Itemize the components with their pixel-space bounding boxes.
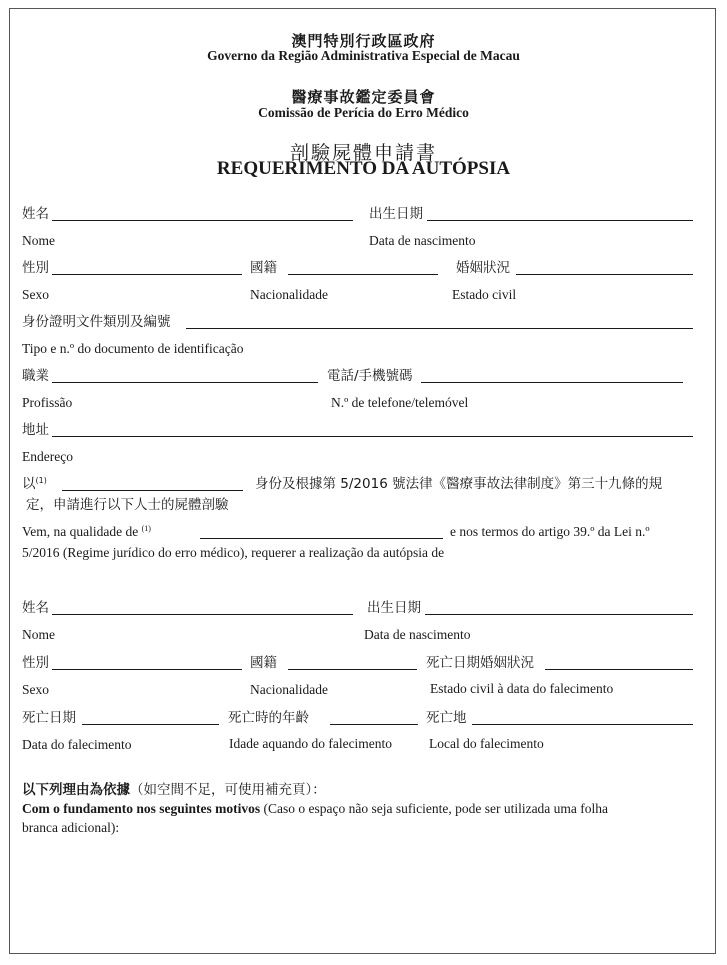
applicant-nationality-label-pt: Nacionalidade <box>250 287 328 302</box>
applicant-name-field[interactable] <box>52 220 353 221</box>
grounds-heading-pt: Com o fundamento nos seguintes motivos (Caso o espaço não seja suficiente, pode ser utilizada uma folha <box>22 801 609 816</box>
deceased-sex-label-zh: 性別 <box>22 655 49 671</box>
statement-zh-prefix: 以$^{(1)}$ <box>22 476 47 492</box>
footnote-marker: (1) <box>35 476 47 485</box>
applicant-dob-label-pt: Data de nascimento <box>369 233 476 248</box>
applicant-capacity-field-zh[interactable] <box>62 490 243 491</box>
applicant-dob-field[interactable] <box>427 220 693 221</box>
applicant-address-label-zh: 地址 <box>22 422 49 438</box>
applicant-address-label-pt: Endereço <box>22 449 73 464</box>
form-title-pt: REQUERIMENTO DA AUTÓPSIA <box>216 158 511 179</box>
grounds-heading-zh: 以下列理由為依據（如空間不足，可使用補充頁）： <box>22 782 326 798</box>
deceased-place-label-pt: Local do falecimento <box>429 736 544 751</box>
deceased-name-label-zh: 姓名 <box>22 600 49 616</box>
applicant-marital-label-zh: 婚姻狀況 <box>456 260 510 276</box>
footnote-marker: (1) <box>141 524 151 533</box>
deceased-nationality-field[interactable] <box>288 669 417 670</box>
applicant-phone-label-zh: 電話/手機號碼 <box>327 368 413 384</box>
deceased-age-label-pt: Idade aquando do falecimento <box>229 736 393 751</box>
applicant-phone-field[interactable] <box>421 382 683 383</box>
form-title-zh: 剖驗屍體申請書 <box>289 142 437 164</box>
statement-pt-line2: 5/2016 (Regime jurídico do erro médico), requerer a realização da autópsia de <box>22 545 445 560</box>
applicant-address-field[interactable] <box>52 436 693 437</box>
deceased-dob-label-pt: Data de nascimento <box>364 627 471 642</box>
grounds-heading-pt-line2: branca adicional): <box>22 820 120 835</box>
commission-name-pt: Comissão de Perícia do Erro Médico <box>258 105 469 120</box>
applicant-occupation-field[interactable] <box>52 382 318 383</box>
deceased-death-date-label-zh: 死亡日期 <box>22 710 76 726</box>
deceased-nationality-label-pt: Nacionalidade <box>250 682 328 697</box>
applicant-dob-label-zh: 出生日期 <box>369 206 423 222</box>
deceased-name-label-pt: Nome <box>22 627 55 642</box>
applicant-id-label-pt: Tipo e n.º do documento de identificação <box>22 341 244 356</box>
grounds-text-area[interactable] <box>22 842 693 942</box>
statement-zh-line1: 身份及根據第 5/2016 號法律《醫療事故法律制度》第三十九條的規 <box>255 476 663 492</box>
applicant-sex-field[interactable] <box>52 274 242 275</box>
applicant-name-label-zh: 姓名 <box>22 206 49 222</box>
deceased-age-field[interactable] <box>330 724 418 725</box>
applicant-occupation-label-pt: Profissão <box>22 395 73 410</box>
deceased-marital-label-pt: Estado civil à data do falecimento <box>430 681 614 696</box>
applicant-capacity-field-pt[interactable] <box>200 538 443 539</box>
applicant-sex-label-zh: 性別 <box>22 260 49 276</box>
deceased-sex-field[interactable] <box>52 669 242 670</box>
deceased-dob-field[interactable] <box>425 614 693 615</box>
deceased-name-field[interactable] <box>52 614 353 615</box>
deceased-death-date-field[interactable] <box>82 724 219 725</box>
applicant-sex-label-pt: Sexo <box>22 287 49 302</box>
deceased-place-label-zh: 死亡地 <box>426 710 467 726</box>
deceased-marital-label-zh: 死亡日期婚姻狀況 <box>426 655 534 671</box>
applicant-name-label-pt: Nome <box>22 233 55 248</box>
commission-name-zh: 醫療事故鑑定委員會 <box>291 88 436 106</box>
deceased-place-field[interactable] <box>472 724 693 725</box>
statement-zh-line2: 定，申請進行以下人士的屍體剖驗 <box>26 497 229 513</box>
applicant-id-field[interactable] <box>186 328 693 329</box>
government-name-zh: 澳門特別行政區政府 <box>291 32 436 50</box>
deceased-marital-field[interactable] <box>545 669 693 670</box>
applicant-nationality-label-zh: 國籍 <box>250 260 277 276</box>
deceased-sex-label-pt: Sexo <box>22 682 49 697</box>
deceased-dob-label-zh: 出生日期 <box>367 600 421 616</box>
deceased-nationality-label-zh: 國籍 <box>250 655 277 671</box>
applicant-id-label-zh: 身份證明文件類別及編號 <box>22 314 171 330</box>
deceased-death-date-label-pt: Data do falecimento <box>22 737 132 752</box>
applicant-marital-label-pt: Estado civil <box>452 287 517 302</box>
applicant-nationality-field[interactable] <box>288 274 438 275</box>
applicant-phone-label-pt: N.º de telefone/telemóvel <box>331 395 469 410</box>
statement-pt-line1: e nos termos do artigo 39.º da Lei n.º <box>450 524 650 539</box>
statement-pt-prefix: Vem, na qualidade de $^{(1)}$ <box>22 524 151 539</box>
applicant-occupation-label-zh: 職業 <box>22 368 49 384</box>
applicant-marital-field[interactable] <box>516 274 693 275</box>
deceased-age-label-zh: 死亡時的年齡 <box>228 710 309 726</box>
government-name-pt: Governo da Região Administrativa Especial de Macau <box>207 48 520 63</box>
